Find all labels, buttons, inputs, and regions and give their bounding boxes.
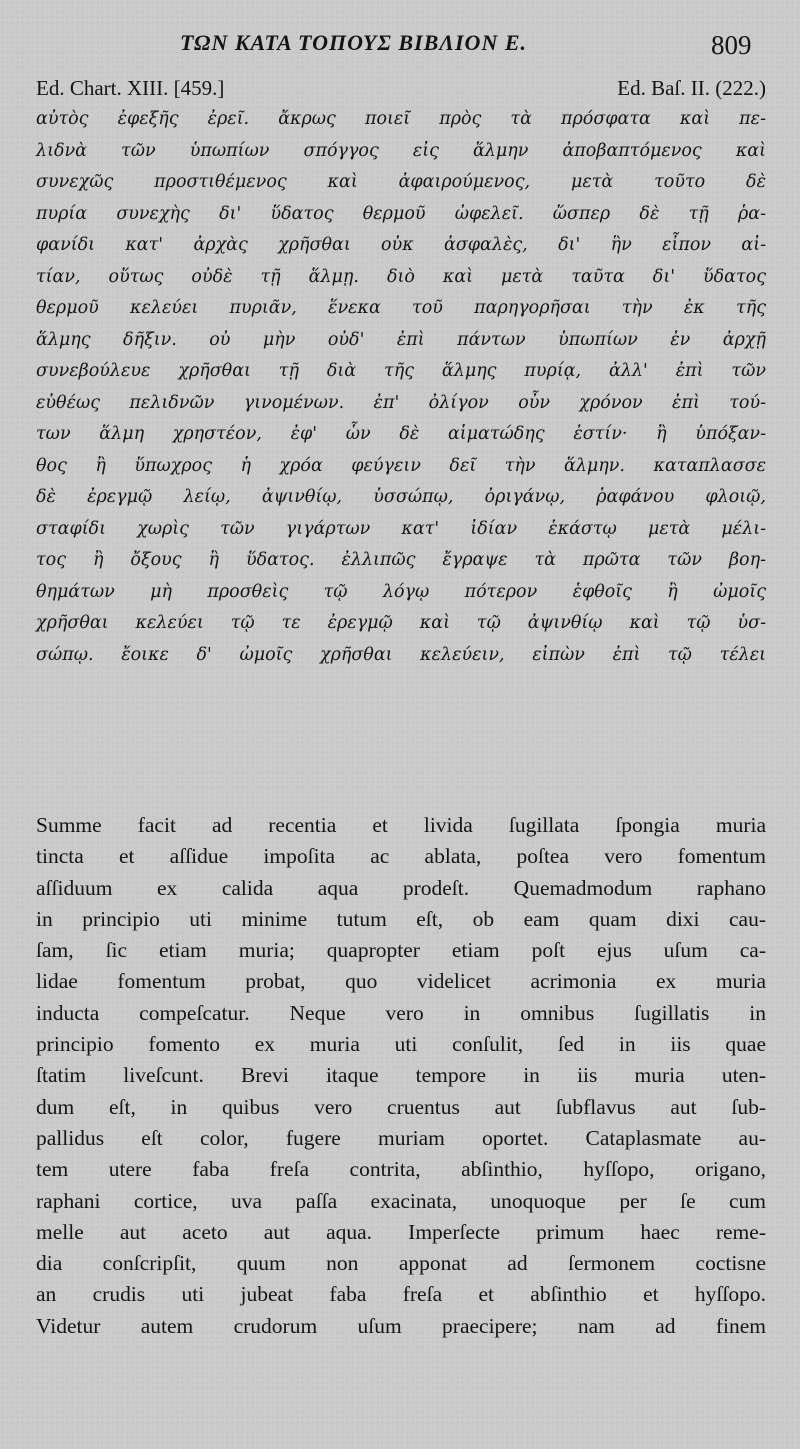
page-number: 809 [711,30,752,60]
greek-text-line: τος ἢ ὄξους ἢ ὕδατος. ἐλλιπῶς ἔγραψε τὰ πρῶτα τῶν βοη- [36,550,766,570]
edition-chartier: Ed. Chart. XIII. [459.] [36,76,225,100]
latin-text-line: tem utere faba freſa contrita, abſinthio, hyſſopo, origano, [36,1157,766,1182]
greek-text-line: τίαν, οὕτως οὐδὲ τῇ ἅλμῃ. διὸ καὶ μετὰ ταῦτα δι' ὕδατος [36,266,766,287]
greek-text-line: χρῆσθαι κελεύει τῷ τε ἐρεγμῷ καὶ τῷ ἀψινθίῳ καὶ τῷ ὑσ- [36,613,766,633]
latin-text-block [36,810,766,1342]
latin-text-line: melle aut aceto aut aqua. Imperſecte primum haec reme- [36,1219,766,1244]
greek-text-line: συνεχῶς προστιθέμενος καὶ ἀφαιρούμενος, μετὰ τοῦτο δὲ [36,172,766,192]
edition-references [36,76,766,104]
greek-text-line: θος ἢ ὕπωχρος ἡ χρόα φεύγειν δεῖ τὴν ἅλμην. καταπλασσε [36,455,766,476]
latin-text-line: tincta et aſſidue impoſita ac ablata, poſtea vero fomentum [36,844,766,869]
greek-text-block [36,104,766,671]
latin-text-line: principio fomento ex muria uti conſulit, ſed in iis quae [36,1032,766,1057]
greek-text-line: σώπῳ. ἔοικε δ' ὠμοῖς χρῆσθαι κελεύειν, εἰπὼν ἐπὶ τῷ τέλει [36,644,766,665]
greek-text-line: σταφίδι χωρὶς τῶν γιγάρτων κατ' ἰδίαν ἑκάστῳ μετὰ μέλι- [36,518,766,539]
greek-text-line: θημάτων μὴ προσθεὶς τῷ λόγῳ πότερον ἑφθοῖς ἢ ὠμοῖς [36,581,766,602]
latin-text-line: pallidus eſt color, fugere muriam oportet. Cataplasmate au- [36,1125,766,1150]
latin-text-line: dia conſcripſit, quum non apponat ad ſermonem coctisne [36,1251,766,1276]
greek-text-line: των ἅλμη χρηστέον, ἐφ' ὧν δὲ αἱματώδης ἐστίν· ἢ ὑπόξαν- [36,424,766,444]
greek-text-line: αὐτὸς ἐφεξῆς ἐρεῖ. ἄκρως ποιεῖ πρὸς τὰ πρόσφατα καὶ πε- [36,109,766,129]
greek-text-line: ἅλμης δῆξιν. οὐ μὴν οὐδ' ἐπὶ πάντων ὑπωπίων ἐν ἀρχῇ [36,329,766,350]
running-head [0,30,800,60]
latin-text-line: Summe facit ad recentia et livida ſugillata ſpongia muria [36,813,766,837]
latin-text-line: raphani cortice, uva paſſa exacinata, unoquoque per ſe cum [36,1188,766,1213]
latin-text-line: lidae fomentum probat, quo videlicet acrimonia ex muria [36,969,766,994]
latin-text-line: aſſiduum ex calida aqua prodeſt. Quemadmodum raphano [36,875,766,900]
latin-text-line: Videtur autem crudorum uſum praecipere; nam ad finem [36,1313,766,1338]
greek-text-line: συνεβούλευε χρῆσθαι τῇ διὰ τῆς ἅλμης πυρίᾳ, ἀλλ' ἐπὶ τῶν [36,361,766,381]
latin-text-line: ſam, ſic etiam muria; quapropter etiam poſt ejus uſum ca- [36,938,766,963]
greek-text-line: δὲ ἐρεγμῷ λείῳ, ἀψινθίῳ, ὑσσώπῳ, ὀριγάνῳ, ῥαφάνου φλοιῷ, [36,487,766,507]
greek-text-line: λιδνὰ τῶν ὑπωπίων σπόγγος εἰς ἅλμην ἀποβαπτόμενος καὶ [36,140,766,161]
latin-text-line: in principio uti minime tutum eſt, ob eam quam dixi cau- [36,906,766,931]
greek-text-line: εὐθέως πελιδνῶν γινομένων. ἐπ' ὀλίγον οὖν χρόνον ἐπὶ τού- [36,392,766,413]
greek-text-line: θερμοῦ κελεύει πυριᾶν, ἕνεκα τοῦ παρηγορῆσαι τὴν ἐκ τῆς [36,298,766,318]
edition-basel: Ed. Baſ. II. (222.) [617,76,766,100]
running-title: ΤΩΝ ΚΑΤΑ ΤΟΠΟΥΣ ΒΙΒΛΙΟΝ Ε. [180,30,528,55]
latin-text-line: ſtatim liveſcunt. Brevi itaque tempore in iis muria uten- [36,1063,766,1088]
latin-text-line: inducta compeſcatur. Neque vero in omnibus ſugillatis in [36,1000,766,1025]
latin-text-line: dum eſt, in quibus vero cruentus aut ſubflavus aut ſub- [36,1094,766,1119]
greek-text-line: φανίδι κατ' ἀρχὰς χρῆσθαι οὐκ ἀσφαλὲς, δι' ἣν εἶπον αἰ- [36,235,766,255]
latin-text-line: an crudis uti jubeat faba freſa et abſinthio et hyſſopo. [36,1282,766,1307]
greek-text-line: πυρία συνεχὴς δι' ὕδατος θερμοῦ ὠφελεῖ. ὥσπερ δὲ τῇ ῥα- [36,203,766,224]
